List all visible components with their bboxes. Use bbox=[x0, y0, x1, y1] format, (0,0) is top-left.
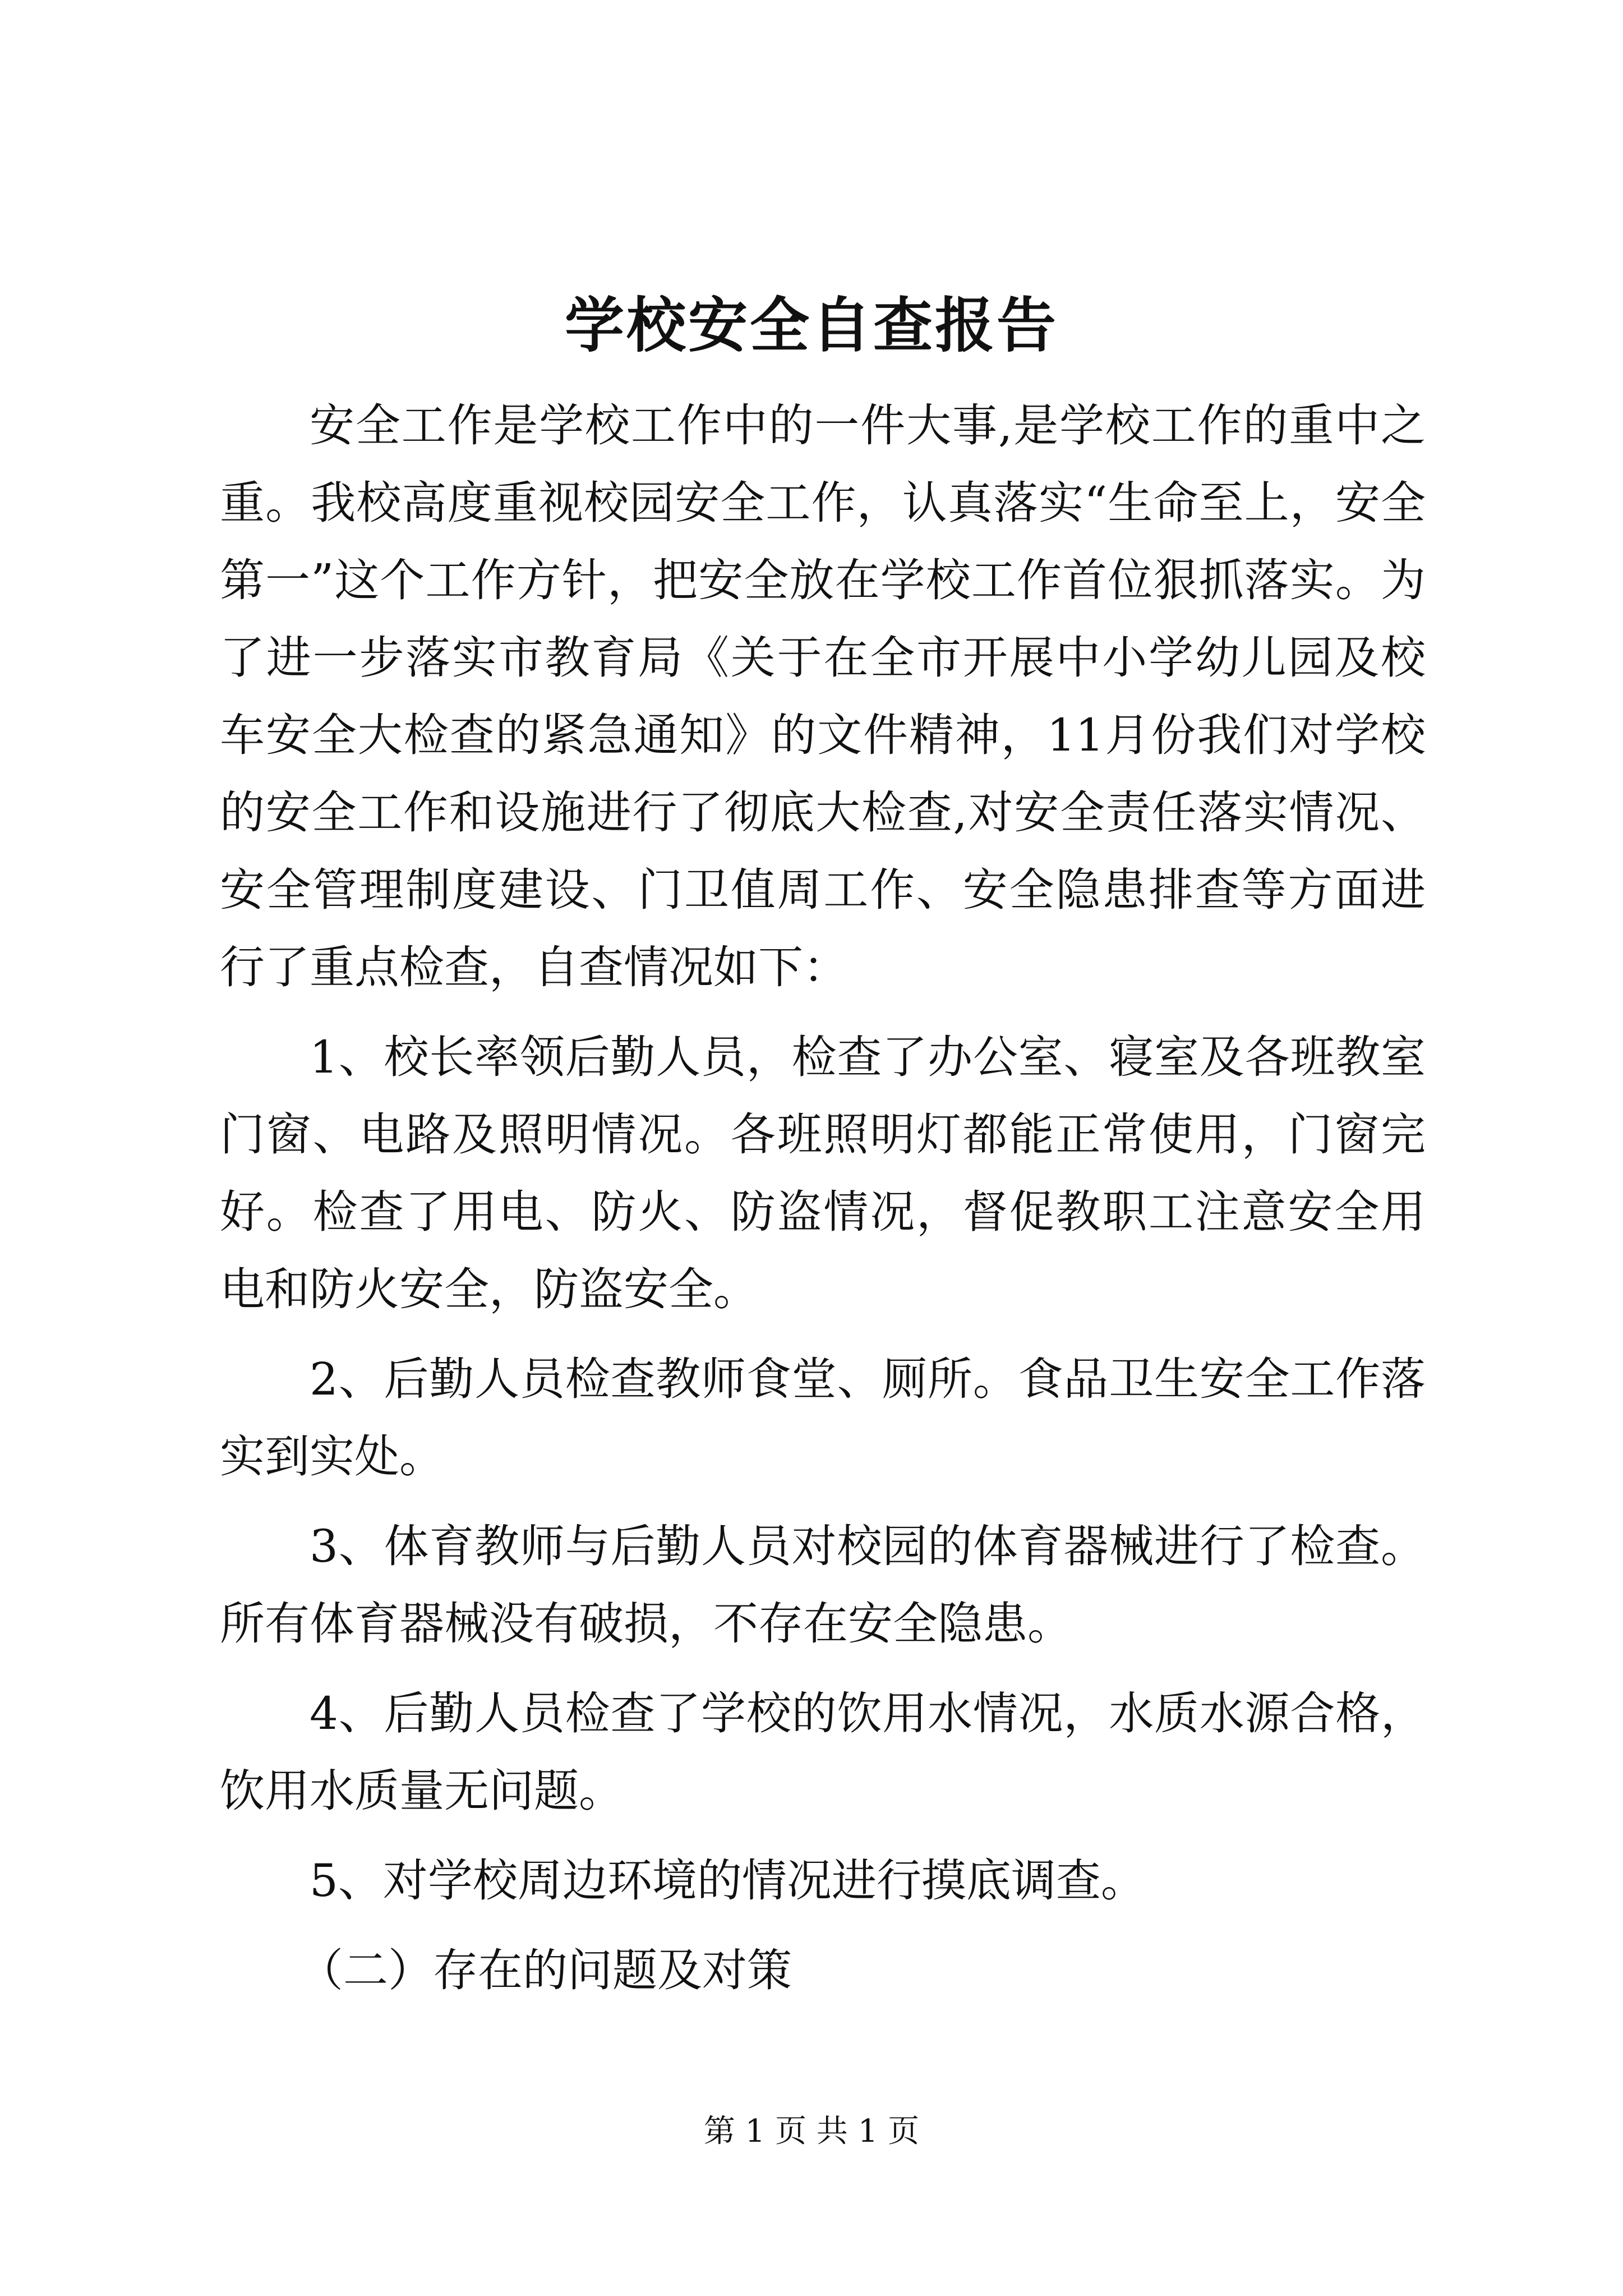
item-paragraph-2: 2、后勤人员检查教师食堂、厕所。食品卫生安全工作落实到实处。 bbox=[220, 1353, 1426, 1483]
document-body bbox=[220, 387, 1426, 2009]
intro-paragraph: 安全工作是学校工作中的一件大事,是学校工作的重中之重。我校高度重视校园安全工作，认真落实“生命至上，安全第一”这个工作方针，把安全放在学校工作首位狠抓落实。为了进一步落实市教育局《关于在全市开展中小学幼儿园及校车安全大检查的紧急通知》的文件精神，11月份我们对学校的安全工作和设施进行了彻底大检查,对安全责任落实情况、安全管理制度建设、门卫值周工作、安全隐患排查等方面进行了重点检查，自查情况如下： bbox=[220, 399, 1426, 993]
item-paragraph-5: 5、对学校周边环境的情况进行摸底调查。 bbox=[310, 1855, 1146, 1907]
item-paragraph-4: 4、后勤人员检查了学校的饮用水情况，水质水源合格，饮用水质量无问题。 bbox=[220, 1687, 1426, 1817]
page-footer: 第 1 页 共 1 页 bbox=[703, 2113, 920, 2150]
item-paragraph-3: 3、体育教师与后勤人员对校园的体育器械进行了检查。所有体育器械没有破损，不存在安全隐患。 bbox=[220, 1520, 1426, 1650]
section-heading: （二）存在的问题及对策 bbox=[298, 1944, 792, 1996]
document-title: 学校安全自查报告 bbox=[565, 290, 1058, 360]
item-paragraph-1: 1、校长率领后勤人员，检查了办公室、寝室及各班教室门窗、电路及照明情况。各班照明灯都能正常使用，门窗完好。检查了用电、防火、防盗情况，督促教职工注意安全用电和防火安全，防盗安全。 bbox=[220, 1031, 1426, 1315]
